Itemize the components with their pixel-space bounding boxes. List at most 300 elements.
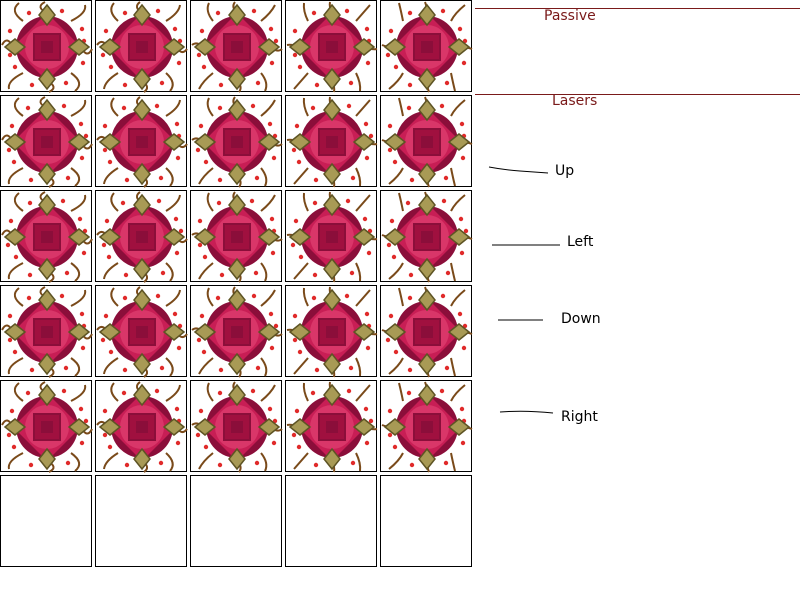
vine bbox=[356, 385, 370, 401]
bud bbox=[27, 296, 31, 300]
bud bbox=[315, 368, 319, 372]
bud bbox=[159, 176, 163, 180]
bud bbox=[7, 148, 11, 152]
bud bbox=[313, 201, 317, 205]
vine bbox=[111, 288, 118, 306]
sprite-frame bbox=[286, 191, 378, 283]
bud bbox=[409, 273, 413, 277]
bud bbox=[155, 389, 159, 393]
rose-center bbox=[231, 231, 243, 243]
bud bbox=[364, 407, 368, 411]
sprite-cell-right-4 bbox=[285, 380, 377, 472]
bud bbox=[64, 81, 68, 85]
bud bbox=[12, 445, 16, 449]
sprite-cell-down-2 bbox=[95, 285, 187, 377]
bud bbox=[80, 441, 84, 445]
rose-center bbox=[326, 231, 338, 243]
vine bbox=[9, 263, 23, 279]
sprite-frame bbox=[191, 191, 283, 283]
bud bbox=[202, 65, 206, 69]
vine bbox=[356, 358, 360, 376]
bud bbox=[297, 160, 301, 164]
vine bbox=[399, 98, 403, 116]
bud bbox=[445, 366, 449, 370]
bud bbox=[8, 29, 12, 33]
bud bbox=[407, 106, 411, 110]
bud bbox=[366, 346, 370, 350]
sprite-frame bbox=[381, 1, 473, 93]
vine bbox=[294, 263, 308, 279]
rose-center bbox=[136, 136, 148, 148]
bud bbox=[298, 350, 302, 354]
bud bbox=[440, 389, 444, 393]
bud bbox=[410, 463, 414, 467]
rose-center bbox=[326, 421, 338, 433]
bud bbox=[365, 312, 369, 316]
rose-sprite bbox=[97, 97, 187, 187]
bud bbox=[81, 61, 85, 65]
bud bbox=[200, 29, 204, 33]
bud bbox=[388, 148, 392, 152]
bud bbox=[10, 124, 14, 128]
bud bbox=[122, 391, 126, 395]
bud bbox=[408, 296, 412, 300]
vine bbox=[389, 73, 403, 89]
bud bbox=[80, 312, 84, 316]
bud bbox=[270, 61, 274, 65]
bud bbox=[216, 11, 220, 15]
rose-center bbox=[136, 231, 148, 243]
sprite-frame bbox=[1, 286, 93, 378]
bud bbox=[364, 122, 368, 126]
bud bbox=[109, 350, 113, 354]
bud bbox=[28, 273, 32, 277]
sprite-cell-passive-5 bbox=[380, 0, 472, 92]
vine bbox=[166, 263, 173, 281]
sprite-cell-up-2 bbox=[95, 95, 187, 187]
rose-center bbox=[421, 421, 433, 433]
vine bbox=[208, 383, 213, 401]
vine bbox=[451, 385, 465, 401]
vine bbox=[356, 290, 370, 306]
bud bbox=[388, 433, 392, 437]
bud bbox=[60, 294, 64, 298]
up-label: Up bbox=[555, 163, 575, 179]
rose-sprite bbox=[2, 287, 92, 377]
vine bbox=[356, 5, 370, 21]
vine bbox=[166, 5, 180, 21]
sprite-cell-left-1 bbox=[0, 190, 92, 282]
bud bbox=[28, 201, 32, 205]
bud bbox=[440, 104, 444, 108]
rose-center bbox=[41, 41, 53, 53]
rose-sprite bbox=[2, 192, 92, 282]
vine bbox=[71, 385, 85, 401]
rose-sprite bbox=[2, 2, 92, 92]
bud bbox=[123, 11, 127, 15]
bud bbox=[216, 296, 220, 300]
bud bbox=[408, 83, 412, 87]
bud bbox=[388, 124, 392, 128]
bud bbox=[387, 243, 391, 247]
bud bbox=[103, 124, 107, 128]
bud bbox=[202, 350, 206, 354]
vine bbox=[71, 100, 85, 116]
bud bbox=[121, 201, 125, 205]
rose-sprite bbox=[382, 97, 472, 187]
vine bbox=[104, 168, 118, 184]
bud bbox=[458, 27, 462, 31]
bud bbox=[311, 106, 315, 110]
vine bbox=[15, 193, 23, 211]
bud bbox=[66, 176, 70, 180]
vine bbox=[199, 73, 213, 89]
vine bbox=[111, 193, 118, 211]
bud bbox=[173, 312, 177, 316]
vine bbox=[356, 263, 360, 281]
bud bbox=[27, 11, 31, 15]
bud bbox=[272, 441, 276, 445]
bud bbox=[218, 391, 222, 395]
bud bbox=[219, 368, 223, 372]
bud bbox=[8, 53, 12, 57]
bud bbox=[204, 445, 208, 449]
bud bbox=[349, 366, 353, 370]
left-label: Left bbox=[567, 234, 594, 250]
bud bbox=[200, 314, 204, 318]
bud bbox=[29, 178, 33, 182]
vine bbox=[261, 358, 266, 376]
sprite-frame bbox=[191, 286, 283, 378]
bud bbox=[251, 389, 255, 393]
bud bbox=[365, 27, 369, 31]
rose-center bbox=[136, 421, 148, 433]
lasers-divider bbox=[475, 94, 800, 95]
vine bbox=[9, 453, 23, 469]
rose-center bbox=[136, 326, 148, 338]
bud bbox=[256, 81, 260, 85]
bud bbox=[62, 389, 66, 393]
rose-sprite bbox=[382, 287, 472, 377]
bud bbox=[30, 83, 34, 87]
rose-center bbox=[231, 421, 243, 433]
bud bbox=[105, 219, 109, 223]
bud bbox=[157, 199, 161, 203]
bud bbox=[101, 338, 105, 342]
vine bbox=[71, 263, 79, 281]
vine bbox=[389, 263, 403, 279]
vine bbox=[208, 3, 213, 21]
vine bbox=[304, 288, 308, 306]
bud bbox=[386, 338, 390, 342]
bud bbox=[268, 407, 272, 411]
vine bbox=[261, 73, 266, 91]
sprite-frame bbox=[96, 1, 188, 93]
bud bbox=[80, 27, 84, 31]
sprite-cell-down-5 bbox=[380, 285, 472, 377]
bud bbox=[218, 106, 222, 110]
bud bbox=[161, 271, 165, 275]
vine bbox=[399, 383, 403, 401]
vine bbox=[451, 263, 455, 281]
bud bbox=[174, 217, 178, 221]
bud bbox=[81, 346, 85, 350]
sprite-cell-up-3 bbox=[190, 95, 282, 187]
bud bbox=[61, 199, 65, 203]
bud bbox=[252, 9, 256, 13]
sprite-cell-up-4 bbox=[285, 95, 377, 187]
sprite-frame bbox=[1, 191, 93, 283]
bud bbox=[314, 178, 318, 182]
bud bbox=[347, 104, 351, 108]
vine bbox=[294, 168, 308, 184]
sprite-frame bbox=[381, 96, 473, 188]
rose-center bbox=[231, 41, 243, 53]
up-pointer-line bbox=[489, 167, 548, 173]
sprite-frame bbox=[96, 191, 188, 283]
bud bbox=[29, 463, 33, 467]
rose-sprite bbox=[287, 192, 377, 282]
rose-sprite bbox=[382, 382, 472, 472]
bud bbox=[175, 407, 179, 411]
bud bbox=[254, 271, 258, 275]
bud bbox=[441, 9, 445, 13]
sprite-cell-empty-3 bbox=[190, 475, 282, 567]
vine bbox=[261, 263, 266, 281]
rose-center bbox=[231, 136, 243, 148]
bud bbox=[408, 11, 412, 15]
bud bbox=[14, 255, 18, 259]
bud bbox=[176, 156, 180, 160]
rose-center bbox=[231, 326, 243, 338]
sprite-cell-left-3 bbox=[190, 190, 282, 282]
bud bbox=[446, 271, 450, 275]
sprite-cell-passive-4 bbox=[285, 0, 377, 92]
bud bbox=[392, 255, 396, 259]
bud bbox=[78, 217, 82, 221]
vine bbox=[166, 168, 173, 186]
bud bbox=[293, 314, 297, 318]
vine bbox=[451, 195, 465, 211]
sprite-cell-passive-2 bbox=[95, 0, 187, 92]
bud bbox=[389, 29, 393, 33]
vine bbox=[199, 263, 213, 279]
sprite-cell-down-3 bbox=[190, 285, 282, 377]
bud bbox=[311, 391, 315, 395]
rose-sprite bbox=[287, 2, 377, 92]
rose-sprite bbox=[382, 2, 472, 92]
vine bbox=[166, 195, 180, 211]
rose-sprite bbox=[382, 192, 472, 282]
sprite-cell-down-4 bbox=[285, 285, 377, 377]
sprite-cell-right-5 bbox=[380, 380, 472, 472]
bud bbox=[203, 255, 207, 259]
vine bbox=[261, 453, 266, 471]
rose-center bbox=[41, 326, 53, 338]
rose-sprite bbox=[192, 382, 282, 472]
vine bbox=[166, 385, 180, 401]
bud bbox=[442, 199, 446, 203]
vine bbox=[261, 290, 275, 306]
rose-sprite bbox=[97, 2, 187, 92]
vine bbox=[451, 453, 455, 471]
bud bbox=[299, 255, 303, 259]
bud bbox=[293, 53, 297, 57]
vine bbox=[304, 193, 308, 211]
bud bbox=[251, 104, 255, 108]
sprite-cell-empty-1 bbox=[0, 475, 92, 567]
vine bbox=[261, 168, 266, 186]
sprite-frame bbox=[286, 286, 378, 378]
bud bbox=[394, 350, 398, 354]
bud bbox=[107, 255, 111, 259]
rose-sprite bbox=[97, 192, 187, 282]
down-label: Down bbox=[561, 311, 601, 327]
bud bbox=[82, 251, 86, 255]
bud bbox=[108, 160, 112, 164]
bud bbox=[394, 65, 398, 69]
rose-center bbox=[326, 41, 338, 53]
bud bbox=[312, 296, 316, 300]
sprite-frame bbox=[1, 381, 93, 473]
vine bbox=[389, 358, 403, 374]
sprite-frame bbox=[381, 286, 473, 378]
sprite-cell-left-4 bbox=[285, 190, 377, 282]
rose-center bbox=[136, 41, 148, 53]
vine bbox=[208, 193, 213, 211]
bud bbox=[407, 391, 411, 395]
rose-sprite bbox=[192, 192, 282, 282]
bud bbox=[198, 219, 202, 223]
bud bbox=[103, 148, 107, 152]
bud bbox=[295, 124, 299, 128]
rose-sprite bbox=[287, 287, 377, 377]
bud bbox=[461, 156, 465, 160]
bud bbox=[79, 407, 83, 411]
rose-center bbox=[41, 421, 53, 433]
bud bbox=[218, 463, 222, 467]
bud bbox=[7, 433, 11, 437]
sprite-cell-passive-1 bbox=[0, 0, 92, 92]
vine bbox=[356, 168, 360, 186]
bud bbox=[444, 176, 448, 180]
vine bbox=[166, 358, 173, 376]
bud bbox=[13, 350, 17, 354]
bud bbox=[160, 366, 164, 370]
vine bbox=[15, 288, 23, 306]
vine bbox=[261, 385, 275, 401]
sprite-frame bbox=[191, 96, 283, 188]
passive-heading: Passive bbox=[544, 8, 596, 24]
vine bbox=[261, 100, 275, 116]
bud bbox=[109, 65, 113, 69]
bud bbox=[293, 338, 297, 342]
bud bbox=[26, 391, 30, 395]
bud bbox=[175, 251, 179, 255]
bud bbox=[462, 346, 466, 350]
sprite-cell-right-1 bbox=[0, 380, 92, 472]
bud bbox=[297, 445, 301, 449]
bud bbox=[30, 368, 34, 372]
bud bbox=[461, 441, 465, 445]
bud bbox=[156, 9, 160, 13]
sprite-frame bbox=[1, 96, 93, 188]
bud bbox=[123, 83, 127, 87]
bud bbox=[298, 65, 302, 69]
bud bbox=[347, 389, 351, 393]
bud bbox=[197, 338, 201, 342]
sprite-frame bbox=[381, 191, 473, 283]
vine bbox=[356, 453, 360, 471]
bud bbox=[124, 273, 128, 277]
bud bbox=[217, 201, 221, 205]
bud bbox=[101, 53, 105, 57]
bud bbox=[365, 441, 369, 445]
rose-center bbox=[421, 136, 433, 148]
vine bbox=[451, 358, 455, 376]
bud bbox=[177, 61, 181, 65]
vine bbox=[166, 73, 173, 91]
bud bbox=[445, 81, 449, 85]
bud bbox=[199, 409, 203, 413]
vine bbox=[199, 168, 213, 184]
vine bbox=[15, 3, 23, 21]
bud bbox=[8, 338, 12, 342]
bud bbox=[6, 243, 10, 247]
bud bbox=[291, 243, 295, 247]
vine bbox=[208, 98, 213, 116]
sprite-cell-passive-3 bbox=[190, 0, 282, 92]
sprite-frame bbox=[286, 96, 378, 188]
bud bbox=[10, 409, 14, 413]
rose-center bbox=[421, 231, 433, 243]
bud bbox=[459, 217, 463, 221]
bud bbox=[351, 176, 355, 180]
rose-sprite bbox=[287, 97, 377, 187]
bud bbox=[293, 29, 297, 33]
vine bbox=[399, 193, 403, 211]
bud bbox=[345, 294, 349, 298]
bud bbox=[175, 122, 179, 126]
rose-sprite bbox=[192, 287, 282, 377]
bud bbox=[315, 83, 319, 87]
bud bbox=[155, 104, 159, 108]
bud bbox=[389, 314, 393, 318]
bud bbox=[441, 294, 445, 298]
vine bbox=[199, 453, 213, 469]
bud bbox=[408, 368, 412, 372]
vine bbox=[111, 3, 118, 21]
sprite-frame bbox=[191, 381, 283, 473]
vine bbox=[304, 98, 308, 116]
vine bbox=[166, 290, 180, 306]
rose-center bbox=[41, 231, 53, 243]
vine bbox=[451, 100, 465, 116]
sprite-frame bbox=[96, 96, 188, 188]
bud bbox=[255, 176, 259, 180]
right-label: Right bbox=[561, 409, 598, 425]
bud bbox=[103, 433, 107, 437]
bud bbox=[26, 106, 30, 110]
bud bbox=[365, 156, 369, 160]
bud bbox=[199, 124, 203, 128]
vine bbox=[389, 453, 403, 469]
bud bbox=[367, 251, 371, 255]
vine bbox=[451, 5, 465, 21]
bud bbox=[256, 366, 260, 370]
vine bbox=[111, 383, 118, 401]
sprite-cell-empty-5 bbox=[380, 475, 472, 567]
